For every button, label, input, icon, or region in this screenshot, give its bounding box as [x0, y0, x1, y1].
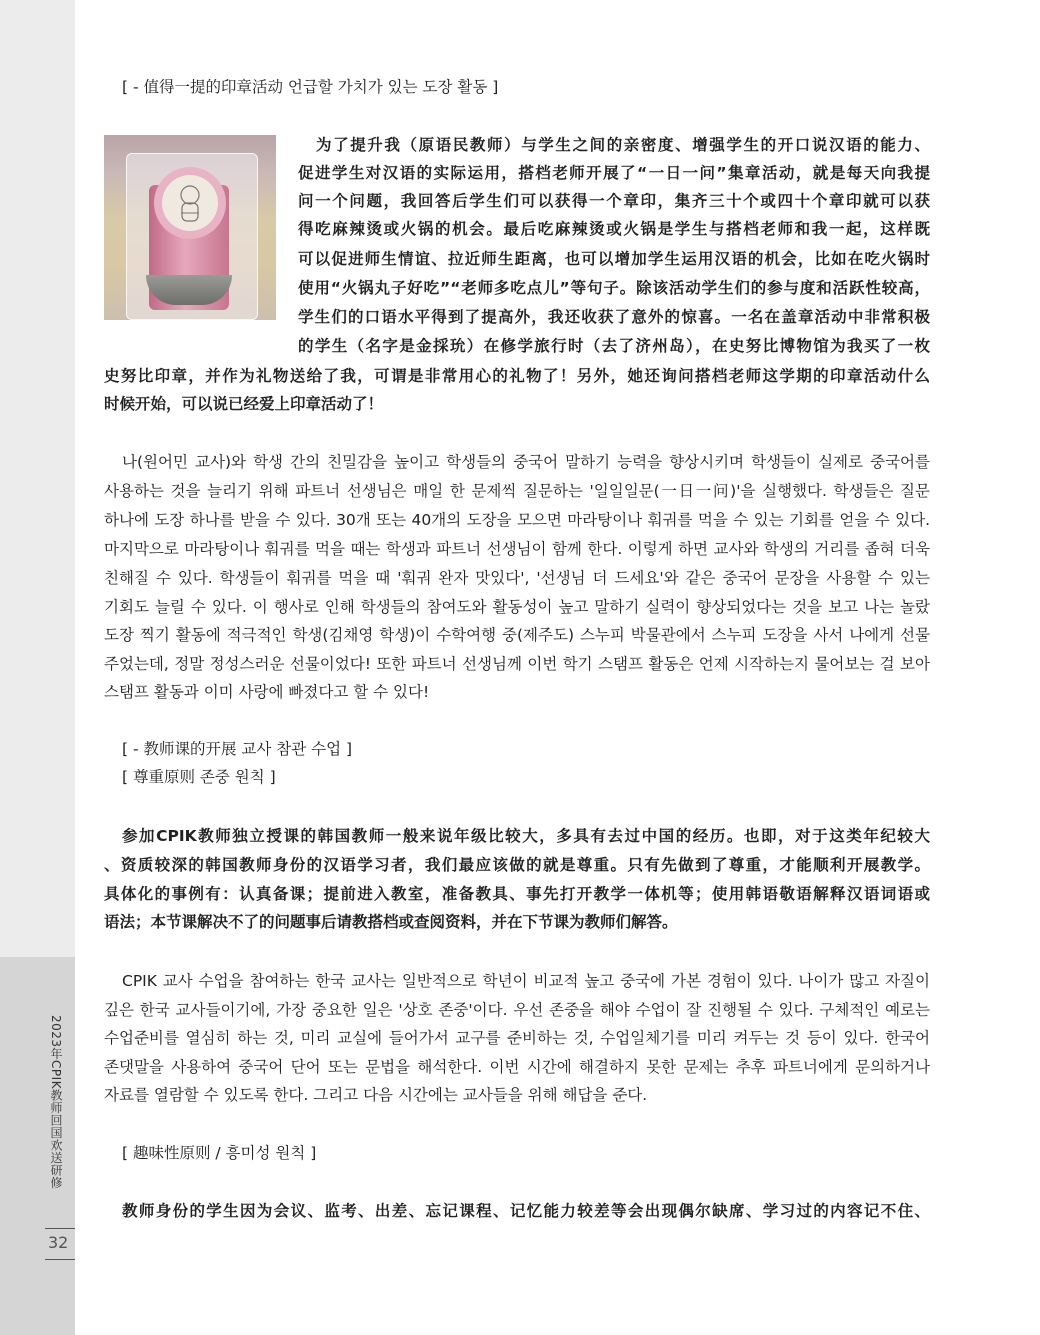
text-line: 得吃麻辣烫或火锅的机会。最后吃麻辣烫或火锅是学生与搭档老师和我一起，这样既	[298, 220, 930, 238]
text-line: 的学生（名字是金採玧）在修学旅行时（去了济州岛），在史努比博物馆为我买了一枚	[298, 337, 930, 355]
text-line: 教师身份的学生因为会议、监考、出差、忘记课程、记忆能力较差等会出现偶尔缺席、学习过的内容记不住、	[122, 1202, 930, 1220]
text-line: 语法；本节课解决不了的问题事后请教搭档或查阅资料，并在下节课为教师们解答。	[104, 913, 678, 931]
text-line: 사용하는 것을 늘리기 위해 파트너 선생님은 매일 한 문제씩 질문하는 '일일일문(一日一问)'을 실행했다. 학생들은 질문	[104, 482, 930, 500]
text-line: 学生们的口语水平得到了提高外，我还收获了意外的惊喜。一名在盖章活动中非常积极	[298, 308, 930, 326]
text-line: 자료를 열람할 수 있도록 한다. 그리고 다음 시간에는 교사들을 위해 해답을 준다.	[104, 1086, 648, 1104]
section-heading-teacher-class: [ - 教师课的开展 교사 참관 수업 ]	[122, 740, 353, 758]
text-line: 具体化的事例有：认真备课；提前进入教室，准备教具、事先打开教学一体机等；使用韩语敬语解释汉语词语或	[104, 885, 930, 903]
section-heading-respect: [ 尊重原则 존중 원칙 ]	[122, 768, 276, 786]
text-line: 기회도 늘릴 수 있다. 이 행사로 인해 학생들의 참여도와 활동성이 높고 말하기 실력이 향상되었다는 것을 보고 나는 놀랐	[104, 598, 930, 616]
text-line: 깊은 한국 교사들이기에, 가장 중요한 일은 '상호 존중'이다. 우선 존중을 해야 수업이 잘 진행될 수 있다. 구체적인 예로는	[104, 1001, 930, 1019]
text-line: 나(원어민 교사)와 학생 간의 친밀감을 높이고 학생들의 중국어 말하기 능력을 향상시키며 학생들이 실제로 중국어를	[122, 453, 930, 471]
text-line: 可以促进师生情谊、拉近师生距离，也可以增加学生运用汉语的机会，比如在吃火锅时	[298, 250, 930, 268]
page-number-rule-bottom	[45, 1259, 75, 1260]
text-line: 时候开始，可以说已经爱上印章活动了！	[104, 395, 384, 413]
text-line: 존댓말을 사용하여 중국어 단어 또는 문법을 해석한다. 이번 시간에 해결하지 못한 문제는 추후 파트너에게 문의하거나	[104, 1058, 930, 1076]
section-heading-stamp-activity: [ - 值得一提的印章活动 언급할 가치가 있는 도장 활동 ]	[122, 78, 499, 96]
text-line: 史努比印章，并作为礼物送给了我，可谓是非常用心的礼物了！另外，她还询问搭档老师这学期的印章活动什么	[104, 367, 930, 385]
text-line: 参加CPIK教师独立授课的韩国教师一般来说年级比较大，多具有去过中国的经历。也即，对于这类年纪较大	[122, 827, 930, 845]
page-number-rule-top	[45, 1228, 75, 1229]
text-line: 마지막으로 마라탕이나 훠궈를 먹을 때는 학생과 파트너 선생님이 함께 한다. 이렇게 하면 교사와 학생의 거리를 좁혀 더욱	[104, 540, 930, 558]
text-line: 수업준비를 열심히 하는 것, 미리 교실에 들어가서 교구를 준비하는 것, 수업일체기를 미리 켜두는 것 등이 있다. 한국어	[104, 1029, 930, 1047]
text-line: 도장 찍기 활동에 적극적인 학생(김채영 학생)이 수학여행 중(제주도) 스누피 박물관에서 스누피 도장을 사서 나에게 선물	[104, 626, 930, 644]
stamp-photo	[104, 135, 276, 320]
page-number: 32	[48, 1233, 69, 1252]
text-line: 주었는데, 정말 정성스러운 선물이었다! 또한 파트너 선생님께 이번 학기 스탬프 활동은 언제 시작하는지 물어보는 걸 보아	[104, 655, 930, 673]
text-line: 为了提升我（原语民教师）与学生之间的亲密度、增强学生的开口说汉语的能力、	[316, 136, 930, 154]
running-title: 2023年CPIK教师回国欢送研修	[49, 1015, 63, 1190]
text-line: 친해질 수 있다. 학생들이 훠궈를 먹을 때 '훠궈 완자 맛있다', '선생님 더 드세요'와 같은 중국어 문장을 사용할 수 있는	[104, 569, 930, 587]
text-line: 스탬프 활동과 이미 사랑에 빠졌다고 할 수 있다!	[104, 683, 430, 701]
text-line: CPIK 교사 수업을 참여하는 한국 교사는 일반적으로 학년이 비교적 높고 중국에 가본 경험이 있다. 나이가 많고 자질이	[122, 972, 930, 990]
text-line: 、资质较深的韩国教师身份的汉语学习者，我们最应该做的就是尊重。只有先做到了尊重，才能顺利开展教学。	[104, 856, 930, 874]
sidebar-top	[0, 0, 75, 957]
text-line: 하나에 도장 하나를 받을 수 있다. 30개 또는 40개의 도장을 모으면 마라탕이나 훠궈를 먹을 수 있는 기회를 얻을 수 있다.	[104, 511, 930, 529]
section-heading-interest: [ 趣味性原则 / 흥미성 원칙 ]	[122, 1144, 317, 1162]
text-line: 促进学生对汉语的实际运用，搭档老师开展了“一日一问”集章活动，就是每天向我提	[298, 164, 930, 182]
text-line: 使用“火锅丸子好吃”“老师多吃点儿”等句子。除该活动学生们的参与度和活跃性较高，	[298, 279, 930, 297]
text-line: 问一个问题，我回答后学生们可以获得一个章印，集齐三十个或四十个章印就可以获	[298, 192, 930, 210]
